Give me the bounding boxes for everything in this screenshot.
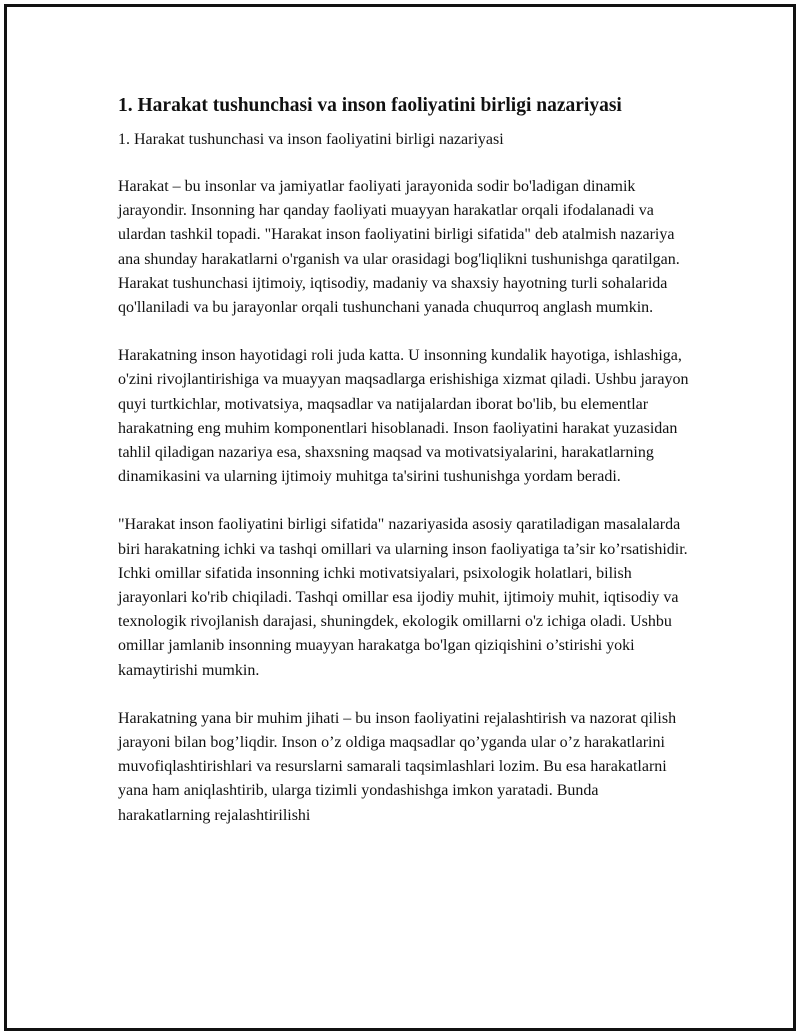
document-body (118, 92, 693, 828)
paragraph-4: Harakatning yana bir muhim jihati – bu inson faoliyatini rejalashtirish va nazorat qilish jarayoni bilan bog’liqdir. Inson o’z oldiga maqsadlar qo’yganda ular o’z harakatlarini muvofiqlashtirishlari va resurslarni samarali taqsimlashlari lozim. Bu esa harakatlarni yana ham aniqlashtirib, ularga tizimli yondashishga imkon yaratadi. Bunda harakatlarning rejalashtirilishi (118, 709, 677, 824)
document-title: 1. Harakat tushunchasi va inson faoliyatini birligi nazariyasi (118, 95, 622, 116)
paragraph-1: Harakat – bu insonlar va jamiyatlar faoliyati jarayonida sodir bo'ladigan dinamik jarayondir. Insonning har qanday faoliyati muayyan harakatlar orqali ifodalanadi va ulardan tashkil topadi. "Harakat inson faoliyatini birligi sifatida" deb atalmish nazariya ana shunday harakatlarni o'rganish va ular orasidagi bog'liqlikni tushunishga qaratilgan. Harakat tushunchasi ijtimoiy, iqtisodiy, madaniy va shaxsiy hayotning turli sohalarida qo'llaniladi va bu jarayonlar orqali tushunchani yanada chuqurroq anglash mumkin. (118, 178, 680, 317)
paragraph-2: Harakatning inson hayotidagi roli juda katta. U insonning kundalik hayotiga, ishlashiga, o'zini rivojlantirishiga va muayyan maqsadlarga erishishiga xizmat qiladi. Ushbu jarayon quyi turtkichlar, motivatsiya, maqsadlar va natijalardan iborat bo'lib, bu elementlar harakatning eng muhim komponentlari hisoblanadi. Inson faoliyatini harakat yuzasidan tahlil qiladigan nazariya esa, shaxsning maqsad va motivatsiyalarini, harakatlarning dinamikasini va ularning ijtimoiy muhitga ta'sirini tushunishga yordam beradi. (118, 347, 689, 486)
paragraph-3: "Harakat inson faoliyatini birligi sifatida" nazariyasida asosiy qaratiladigan masalalarda biri harakatning ichki va tashqi omillari va ularning inson faoliyatiga ta’sir ko’rsatishidir. Ichki omillar sifatida insonning ichki motivatsiyalari, psixologik holatlari, bilish jarayonlari ko'rib chiqiladi. Tashqi omillar esa ijodiy muhit, ijtimoiy muhit, iqtisodiy va texnologik rivojlanish darajasi, shuningdek, ekologik omillarni o'z ichiga oladi. Ushbu omillar jamlanib insonning muayyan harakatga bo'lgan qiziqishini o’stirishi yoki kamaytirishi mumkin. (118, 516, 688, 679)
document-subtitle: 1. Harakat tushunchasi va inson faoliyatini birligi nazariyasi (118, 131, 504, 148)
